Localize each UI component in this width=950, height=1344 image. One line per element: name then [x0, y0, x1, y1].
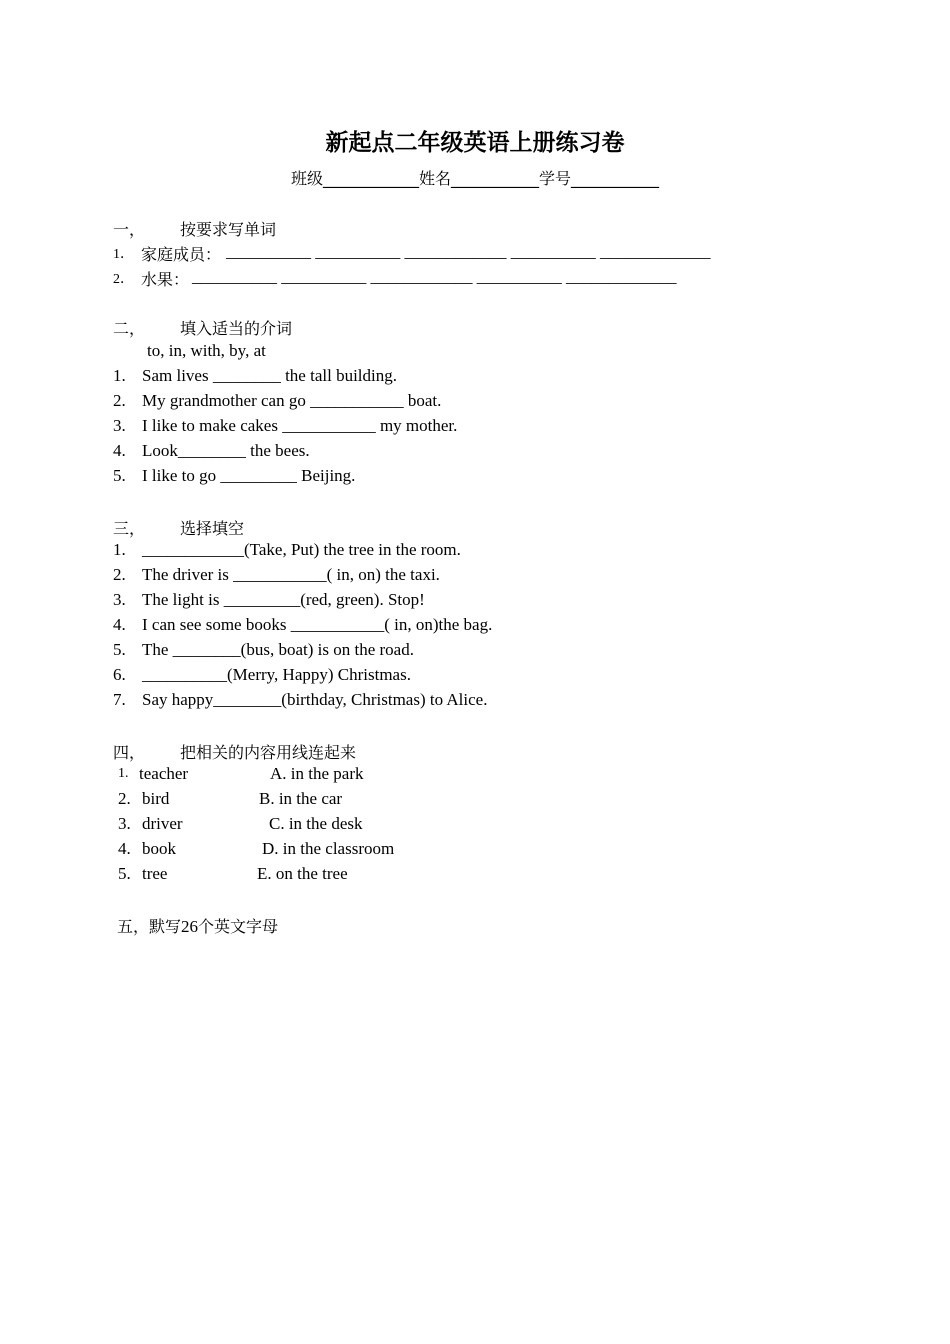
section-5-title-suffix: 个英文字母	[198, 917, 279, 936]
section-2-word-options: to, in, with, by, at	[147, 341, 266, 360]
section-2-item-1-number: 1.	[113, 366, 126, 385]
section-3-item-2-text: The driver is ___________( in, on) the taxi.	[142, 565, 440, 584]
section-2-number: 二，	[113, 319, 146, 338]
section-1-item-2-number: 2．	[113, 272, 134, 287]
section-4-item-5-word: tree	[142, 864, 168, 883]
section-2-title: 填入适当的介词	[180, 319, 293, 338]
section-4-item-5-match: E. on the tree	[257, 864, 348, 883]
student-info-line: 班级____________姓名___________学号___________	[290, 169, 659, 188]
section-1-item-1-label: 家庭成员：	[141, 245, 222, 264]
section-2-item-3-text: I like to make cakes ___________ my mother.	[142, 416, 458, 435]
section-4-number: 四，	[113, 743, 146, 762]
section-2-item-2-number: 2.	[113, 391, 126, 410]
section-5-title-prefix: 五，默写	[117, 917, 182, 936]
section-4-item-5-number: 5.	[118, 864, 131, 883]
section-2-item-5-number: 5.	[113, 466, 126, 485]
section-3-number: 三，	[113, 519, 146, 538]
section-4-item-2-match: B. in the car	[259, 789, 343, 808]
section-3-item-3-text: The light is _________(red, green). Stop!	[142, 590, 425, 609]
section-4-item-2-number: 2.	[118, 789, 131, 808]
section-4-item-2-word: bird	[142, 789, 170, 808]
section-2-item-4-number: 4.	[113, 441, 126, 460]
section-3-item-6-number: 6.	[113, 665, 126, 684]
section-2-item-3-number: 3.	[113, 416, 126, 435]
section-3-item-1-text: ____________(Take, Put) the tree in the room.	[142, 540, 461, 559]
section-4-item-3-match: C. in the desk	[269, 814, 363, 833]
section-1-title: 按要求写单词	[180, 220, 277, 239]
section-3-title: 选择填空	[180, 519, 245, 538]
section-4-item-1-word: teacher	[139, 764, 189, 783]
section-4-item-3-number: 3.	[118, 814, 131, 833]
section-5-title-number: 26	[181, 917, 199, 936]
section-3-item-4-text: I can see some books ___________( in, on)the bag.	[142, 615, 493, 634]
section-4-item-3-word: driver	[142, 814, 183, 833]
section-3-item-4-number: 4.	[113, 615, 126, 634]
section-3-item-1-number: 1.	[113, 540, 126, 559]
section-4-item-1-match: A. in the park	[270, 764, 364, 783]
section-4-item-4-match: D. in the classroom	[262, 839, 395, 858]
section-2-item-2-text: My grandmother can go ___________ boat.	[142, 391, 442, 410]
section-1-item-1-blanks: __________ __________ ____________ __________ _____________	[226, 242, 711, 261]
section-4-item-1-number: 1.	[118, 766, 129, 781]
section-3-item-5-text: The ________(bus, boat) is on the road.	[142, 640, 414, 659]
section-4-title: 把相关的内容用线连起来	[180, 743, 357, 762]
section-3-item-7-text: Say happy________(birthday, Christmas) to Alice.	[142, 690, 488, 709]
page-title: 新起点二年级英语上册练习卷	[325, 130, 625, 156]
section-4-item-4-number: 4.	[118, 839, 131, 858]
section-3-item-3-number: 3.	[113, 590, 126, 609]
section-2-item-5-text: I like to go _________ Beijing.	[142, 466, 356, 485]
section-1-number: 一，	[113, 220, 146, 239]
section-1-item-2-label: 水果：	[141, 270, 190, 289]
section-3-item-2-number: 2.	[113, 565, 126, 584]
section-1-item-1-number: 1．	[113, 247, 134, 262]
section-3-item-7-number: 7.	[113, 690, 126, 709]
section-2-item-4-text: Look________ the bees.	[142, 441, 310, 460]
section-4-item-4-word: book	[142, 839, 176, 858]
section-3-item-5-number: 5.	[113, 640, 126, 659]
section-2-item-1-text: Sam lives ________ the tall building.	[142, 366, 397, 385]
section-1-item-2-blanks: __________ __________ ____________ __________ _____________	[192, 267, 677, 286]
section-5-title	[117, 914, 278, 937]
section-3-item-6-text: __________(Merry, Happy) Christmas.	[142, 665, 411, 684]
